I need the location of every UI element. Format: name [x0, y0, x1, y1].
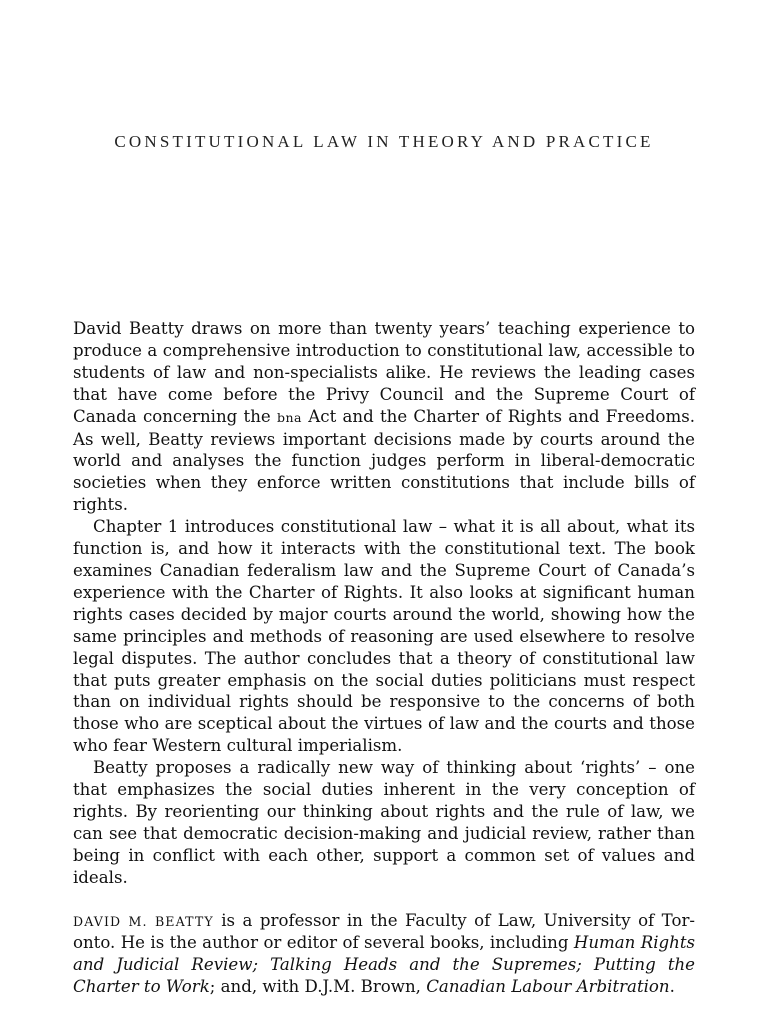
paragraph-1-text-a: David Beatty draws on more than twenty years’ teaching experience to produce a comprehensive introduction to constitutional law, accessible to students of law and non-specialists alike. He reviews the leading cases that have come before the Privy Council and the Supreme Court of Canada concerning the	[73, 319, 695, 426]
paragraph-1-text-b: Act and the Charter of Rights and Freedoms. As well, Beatty reviews important decisions made by courts around the world and analyses the function judges perform in liberal-democratic societies when they enforce written constitutions that include bills of rights.	[73, 406, 695, 515]
description-paragraph-2: Chapter 1 introduces constitutional law – what it is all about, what its function is, and how it interacts with the constitutional text. The book examines Canadian federalism law and the Supreme Court of Canada’s experience with the Charter of Rights. It also looks at significant human rights cases decided by major courts around the world, showing how the same principles and methods of reasoning are used elsewhere to resolve legal disputes. The author concludes that a theory of constitutional law that puts greater emphasis on the social duties politicians must respect than on individual rights should be responsive to the concerns of both those who are sceptical about the virtues of law and the courts and those who fear Western cultural imperialism.	[73, 517, 695, 756]
book-titles-1: Human Rights and Judicial Review; Talking Heads and the Supremes; Putting the Charter to Work	[73, 933, 696, 997]
bio-text-3: .	[669, 977, 675, 997]
author-name: DAVID M. BEATTY	[73, 913, 214, 929]
book-titles-2: Canadian Labour Arbitration	[426, 977, 670, 997]
book-title: CONSTITUTIONAL LAW IN THEORY AND PRACTICE	[114, 132, 654, 151]
author-bio	[73, 910, 695, 999]
bna-acronym: bna	[277, 409, 303, 425]
bio-text-1: is a professor in the Faculty of Law, University of Toronto. He is the author or editor of several books, including	[73, 910, 695, 953]
book-description	[73, 318, 695, 998]
description-paragraph-3: Beatty proposes a radically new way of thinking about ‘rights’ – one that emphasizes the social duties inherent in the very conception of rights. By reorienting our thinking about rights and the rule of law, we can see that democratic decision-making and judicial review, rather than being in conflict with each other, support a common set of values and ideals.	[73, 758, 695, 887]
bio-text-2: ; and, with D.J.M. Brown,	[209, 977, 427, 997]
description-paragraph-1	[73, 318, 695, 516]
